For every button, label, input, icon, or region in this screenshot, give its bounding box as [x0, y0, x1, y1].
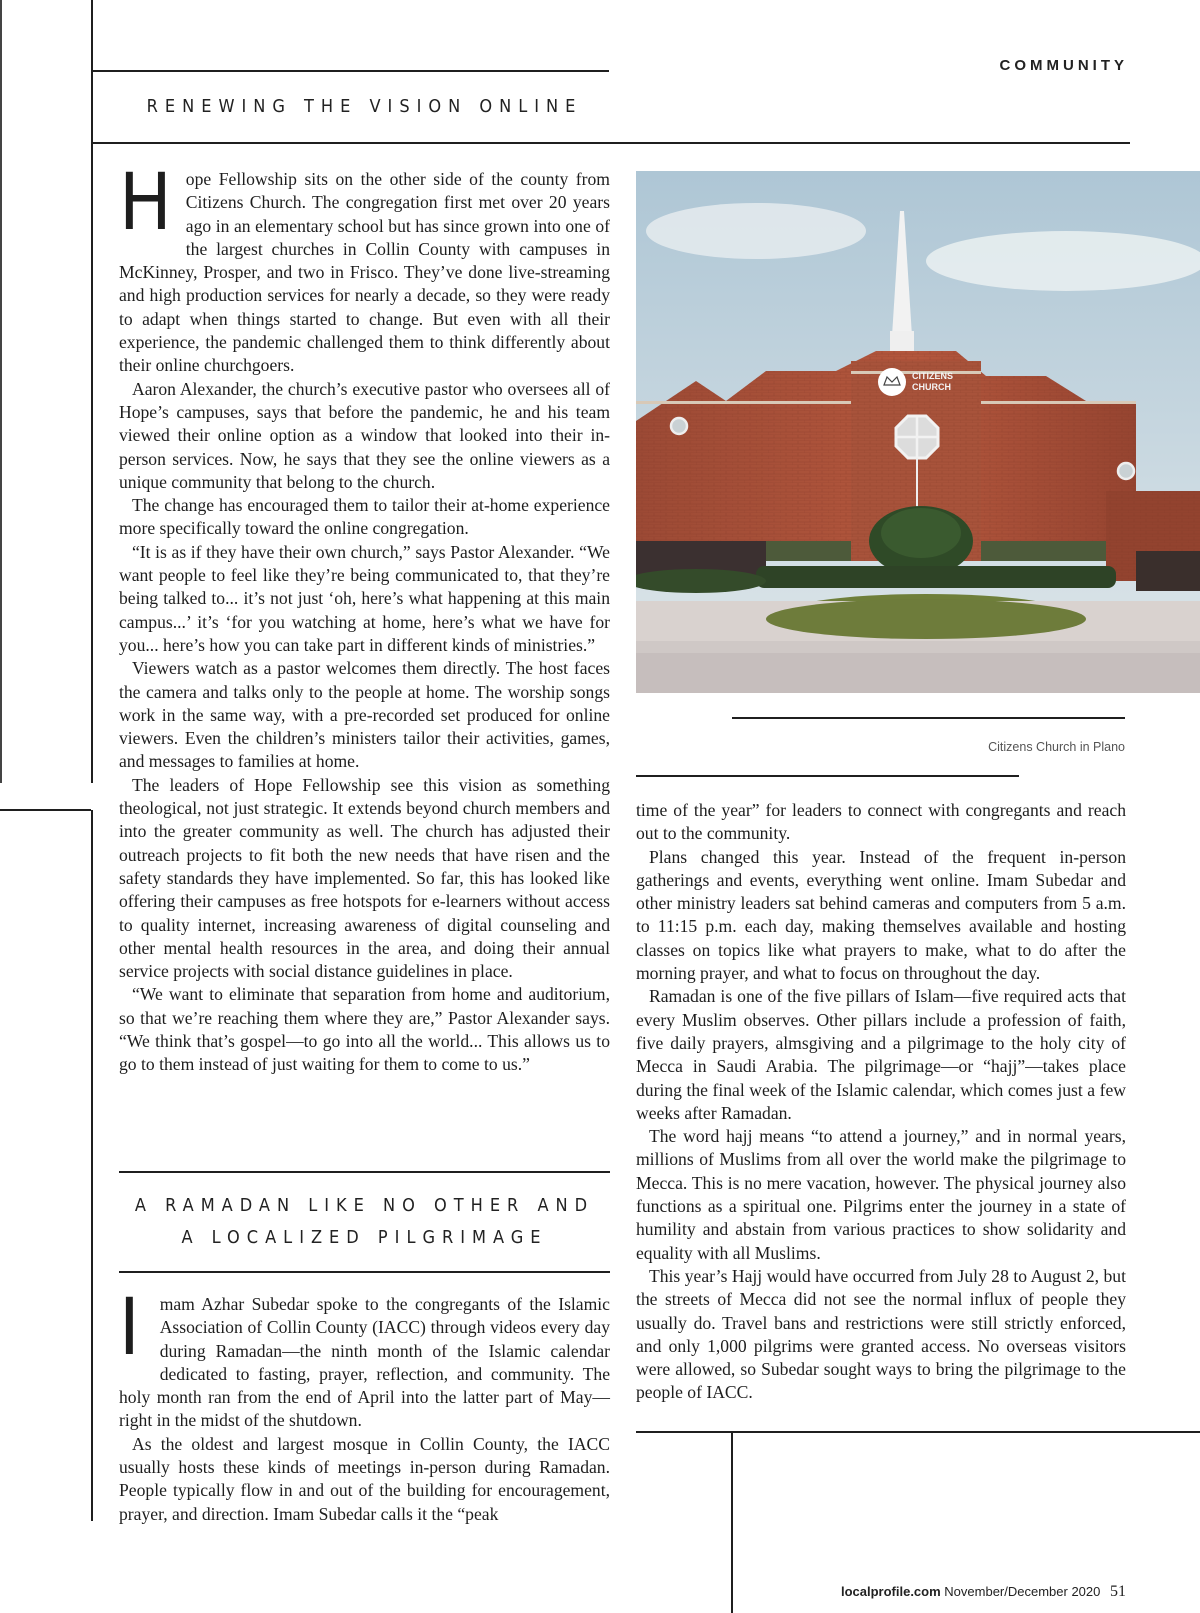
- article1-paragraph-6: The leaders of Hope Fellowship see this vision as something theological, not just strategic. It extends beyond church members and into the greater community as well. The church has adjusted their outreach projects to fit both the new needs that have risen and the safety standards they have implemented. So far, this has looked like offering their campuses as free hotspots for e-learners without access to quality internet, increasing awareness of digital counseling and other mental health resources in the area, and doing their annual service projects with social distance guidelines in place.: [119, 774, 610, 982]
- article2-paragraph-2: As the oldest and largest mosque in Collin County, the IACC usually hosts these kinds of meetings in-person during Ramadan. People typically flow in and out of the building for encouragement, prayer, and direction. Imam Subedar calls it the “peak: [119, 1433, 610, 1524]
- dropcap-h: H: [119, 158, 172, 248]
- heading2-top-rule: [119, 1171, 610, 1173]
- left-margin-rule-lower: [91, 810, 93, 1521]
- header-top-rule: [91, 70, 609, 72]
- section-label: COMMUNITY: [999, 57, 1128, 74]
- header-bottom-rule: [91, 142, 1130, 144]
- heading2-bottom-rule: [119, 1271, 610, 1273]
- left-margin-rule: [91, 0, 93, 783]
- article1-paragraph-1: Hope Fellowship sits on the other side of the county from Citizens Church. The congregation first met over 20 years ago in an elementary school but has since grown into one of the largest churches in Collin County with campuses in McKinney, Prosper, and two in Frisco. They’ve done live-streaming and high production services for nearly a decade, so they were ready to adapt when things started to change. But even with all their experience, the pandemic challenged them to think differently about their online churchgoers.: [119, 158, 610, 376]
- left-edge-tick: [0, 809, 91, 811]
- article2-paragraph-1: I mam Azhar Subedar spoke to the congregants of the Islamic Association of Collin County (IACC) through videos every day during Ramadan—the ninth month of the Islamic calendar dedicated to fasting, prayer, reflection, and community. The holy month ran from the end of April into the latter part of May—right in the midst of the shutdown.: [119, 1283, 610, 1431]
- column-break-rule: [636, 775, 1019, 777]
- article2-paragraph-3: time of the year” for leaders to connect with congregants and reach out to the community.: [636, 800, 1126, 844]
- page-footer: [841, 1583, 1126, 1601]
- bottom-right-rule: [636, 1431, 1200, 1433]
- article2-paragraph-6: The word hajj means “to attend a journey,” and in normal years, millions of Muslims from all over the world make the pilgrimage to Mecca. This is no mere vacation, however. The physical journey also functions as a spiritual one. Pilgrims enter the journey in a state of humility and abstain from various practices to show solidarity and equality with all Muslims.: [636, 1126, 1126, 1263]
- heading-line-2: A LOCALIZED PILGRIMAGE: [181, 1227, 548, 1248]
- right-column: [636, 799, 1126, 1405]
- article2-paragraph-5: Ramadan is one of the five pillars of Islam—five required acts that every Muslim observes. Other pillars include a profession of faith, five daily prayers, almsgiving and a pilgrimage to the holy city of Mecca in Saudi Arabia. The pilgrimage—or “hajj”—takes place during the final week of the Islamic calendar, which comes just a few weeks after Ramadan.: [636, 986, 1126, 1123]
- church-sign-line-1: CITIZENS: [912, 371, 954, 381]
- article-title: RENEWING THE VISION ONLINE: [146, 96, 583, 117]
- article1-paragraph-7: “We want to eliminate that separation from home and auditorium, so that we’re reaching them where they are,” Pastor Alexander says. “We think that’s gospel—to go into all the world... This allows us to go to them instead of just waiting for them to come to us.”: [119, 984, 610, 1075]
- page-number: 51: [1110, 1583, 1126, 1600]
- article1-paragraph-4: “It is as if they have their own church,” says Pastor Alexander. “We want people to feel like they’re being communicated to, that they’re being talked to... it’s not just ‘oh, here’s what happening at this main campus...’ it’s ‘for you watching at home, here’s what we have for you... here’s how you can take part in different kinds of ministries.”: [119, 541, 610, 655]
- photo-caption: Citizens Church in Plano: [988, 740, 1125, 754]
- footer-site: localprofile.com: [840, 1584, 941, 1599]
- article1-paragraph-3: The change has encouraged them to tailor their at-home experience more specifically toward the online congregation.: [119, 495, 610, 539]
- bottom-vertical-rule: [731, 1431, 733, 1613]
- caption-rule: [732, 717, 1125, 719]
- church-sign-line-2: CHURCH: [912, 382, 951, 392]
- left-column: [119, 158, 610, 1077]
- article2-paragraph-4: Plans changed this year. Instead of the frequent in-person gatherings and events, everything went online. Imam Subedar and other ministry leaders sat behind cameras and computers from 5 a.m. to 11:15 p.m. each day, making themselves available and hosting classes on topics like what prayers to make, what to do after the morning prayer, and what to focus on throughout the day.: [636, 846, 1126, 984]
- footer-issue: November/December 2020: [944, 1584, 1101, 1599]
- article1-paragraph-5: Viewers watch as a pastor welcomes them directly. The host faces the camera and talks only to the people at home. The worship songs work in the same way, with a pre-recorded set produced for online viewers. Even the children’s ministers tailor their activities, games, and messages to families at home.: [119, 658, 610, 772]
- article1-paragraph-2: Aaron Alexander, the church’s executive pastor who oversees all of Hope’s campuses, says that before the pandemic, he and his team viewed their online option as a window that looked into their in-person services. Now, he says that they see the online viewers as a unique community that belong to the church.: [119, 378, 610, 492]
- left-column-lower: [119, 1283, 610, 1526]
- left-edge-mark: [0, 0, 2, 783]
- dropcap-i: I: [119, 1283, 140, 1373]
- section-heading-ramadan: [119, 1190, 610, 1254]
- heading-line-1: A RAMADAN LIKE NO OTHER AND: [134, 1195, 595, 1216]
- church-photo: [636, 171, 1200, 693]
- article2-paragraph-7: This year’s Hajj would have occurred from July 28 to August 2, but the streets of Mecca did not see the normal influx of people they usually do. Travel bans and restrictions were still strictly enforced, and only 1,000 pilgrims were granted access. No overseas visitors were allowed, so Subedar sought ways to bring the pilgrimage to the people of IACC.: [636, 1265, 1126, 1403]
